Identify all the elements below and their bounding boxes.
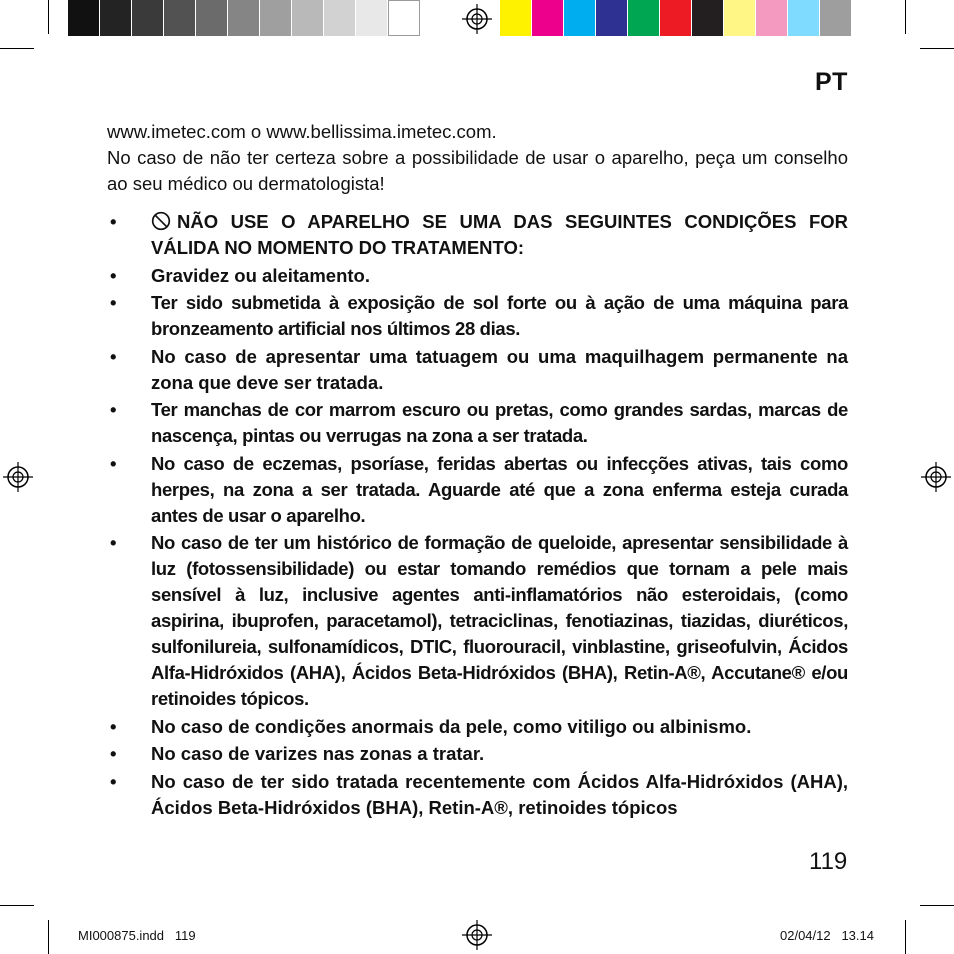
bullet-symbol: •	[110, 743, 117, 764]
color-swatch	[196, 0, 228, 36]
list-item-text: No caso de apresentar uma tatuagem ou uma maquilhagem permanente na zona que deve ser tratada.	[151, 345, 848, 393]
color-swatch	[388, 0, 420, 36]
bullet-symbol: •	[110, 532, 117, 553]
bullet-symbol: •	[110, 770, 117, 792]
color-swatch	[724, 0, 756, 36]
color-swatch	[100, 0, 132, 36]
footer-file-info: MI000875.indd 119	[78, 928, 196, 943]
color-swatch	[292, 0, 324, 36]
list-item	[107, 344, 848, 396]
color-swatch	[532, 0, 564, 36]
color-swatch	[228, 0, 260, 36]
bullet-symbol: •	[110, 452, 117, 474]
list-item-text: Gravidez ou aleitamento.	[151, 264, 370, 286]
list-item-text: NÃO USE O APARELHO SE UMA DAS SEGUINTES CONDIÇÕES FOR VÁLIDA NO MOMENTO DO TRATAMENTO:	[151, 211, 848, 258]
bullet-symbol: •	[110, 345, 117, 367]
footer-date-time: 02/04/12 13.14	[780, 928, 874, 943]
crop-mark	[920, 48, 954, 49]
color-swatch	[356, 0, 388, 36]
list-item	[107, 397, 848, 449]
crop-mark	[48, 0, 49, 34]
list-item	[107, 769, 848, 821]
color-swatch	[324, 0, 356, 36]
color-swatch	[596, 0, 628, 36]
list-item	[107, 530, 848, 712]
bullet-symbol: •	[110, 264, 117, 286]
list-item	[107, 714, 848, 740]
list-item-text: No caso de condições anormais da pele, como vitiligo ou albinismo.	[151, 715, 752, 737]
crop-mark	[920, 905, 954, 906]
page-body	[107, 119, 848, 822]
bullet-symbol: •	[110, 715, 117, 737]
bullet-symbol: •	[110, 292, 117, 313]
list-item	[107, 209, 848, 261]
registration-mark-icon	[3, 462, 33, 492]
intro-paragraph	[107, 119, 848, 197]
color-swatch	[564, 0, 596, 36]
color-swatch	[500, 0, 532, 36]
grayscale-color-bar	[68, 0, 420, 36]
list-item	[107, 263, 848, 289]
color-swatch	[692, 0, 724, 36]
list-item	[107, 290, 848, 342]
list-item-text: Ter sido submetida à exposição de sol forte ou à ação de uma máquina para bronzeamento artificial nos últimos 28 dias.	[151, 292, 848, 339]
prohibited-icon	[151, 211, 171, 231]
list-item	[107, 451, 848, 529]
list-item	[107, 741, 848, 767]
website-line: www.imetec.com o www.bellissima.imetec.com.	[107, 121, 497, 142]
crop-mark	[48, 920, 49, 954]
list-item-text: No caso de eczemas, psoríase, feridas abertas ou infecções ativas, tais como herpes, na zona a ser tratada. Aguarde até que a zona enferma esteja curada antes de usar o aparelho.	[151, 452, 848, 526]
crop-mark	[905, 0, 906, 34]
color-swatch	[164, 0, 196, 36]
color-swatch	[628, 0, 660, 36]
registration-mark-icon	[462, 920, 492, 950]
registration-mark-icon	[921, 462, 951, 492]
list-item-text: No caso de ter um histórico de formação de queloide, apresentar sensibilidade à luz (fotossensibilidade) ou estar tomando remédios que tornam a pele mais sensível à luz, inclusive agentes anti-inflamatórios não esteroidais, (como aspirina, ibuprofen, paracetamol), tetraciclinas, fenotiazinas, tiazidas, diuréticos, sulfonilureia, sulfonamídicos, DTIC, fluorouracil, vinblastine, griseofulvin, Ácidos Alfa-Hidróxidos (AHA), Ácidos Beta-Hidróxidos (BHA), Retin-A®, Accutane® e/ou retinoides tópicos.	[151, 532, 848, 709]
list-item-text: Ter manchas de cor marrom escuro ou pretas, como grandes sardas, marcas de nascença, pintas ou verrugas na zona a ser tratada.	[151, 399, 848, 446]
list-item-text: No caso de ter sido tratada recentemente com Ácidos Alfa-Hidróxidos (AHA), Ácidos Beta-Hidróxidos (BHA), Retin-A®, retinoides tópicos	[151, 770, 848, 818]
color-swatch	[68, 0, 100, 36]
color-swatch	[260, 0, 292, 36]
process-color-bar	[500, 0, 852, 36]
color-swatch	[820, 0, 852, 36]
bullet-symbol: •	[110, 399, 117, 420]
language-code: PT	[815, 68, 848, 96]
crop-mark	[0, 905, 34, 906]
color-swatch	[756, 0, 788, 36]
registration-mark-icon	[462, 4, 492, 34]
color-swatch	[132, 0, 164, 36]
crop-mark	[905, 920, 906, 954]
bullet-symbol: •	[110, 211, 117, 232]
page-number: 119	[809, 848, 848, 875]
contraindication-list	[107, 209, 848, 821]
list-item-text: No caso de varizes nas zonas a tratar.	[151, 743, 485, 764]
color-swatch	[788, 0, 820, 36]
color-swatch	[660, 0, 692, 36]
advice-line: No caso de não ter certeza sobre a possibilidade de usar o aparelho, peça um conselho ao seu médico ou dermatologista!	[107, 147, 848, 194]
crop-mark	[0, 48, 34, 49]
